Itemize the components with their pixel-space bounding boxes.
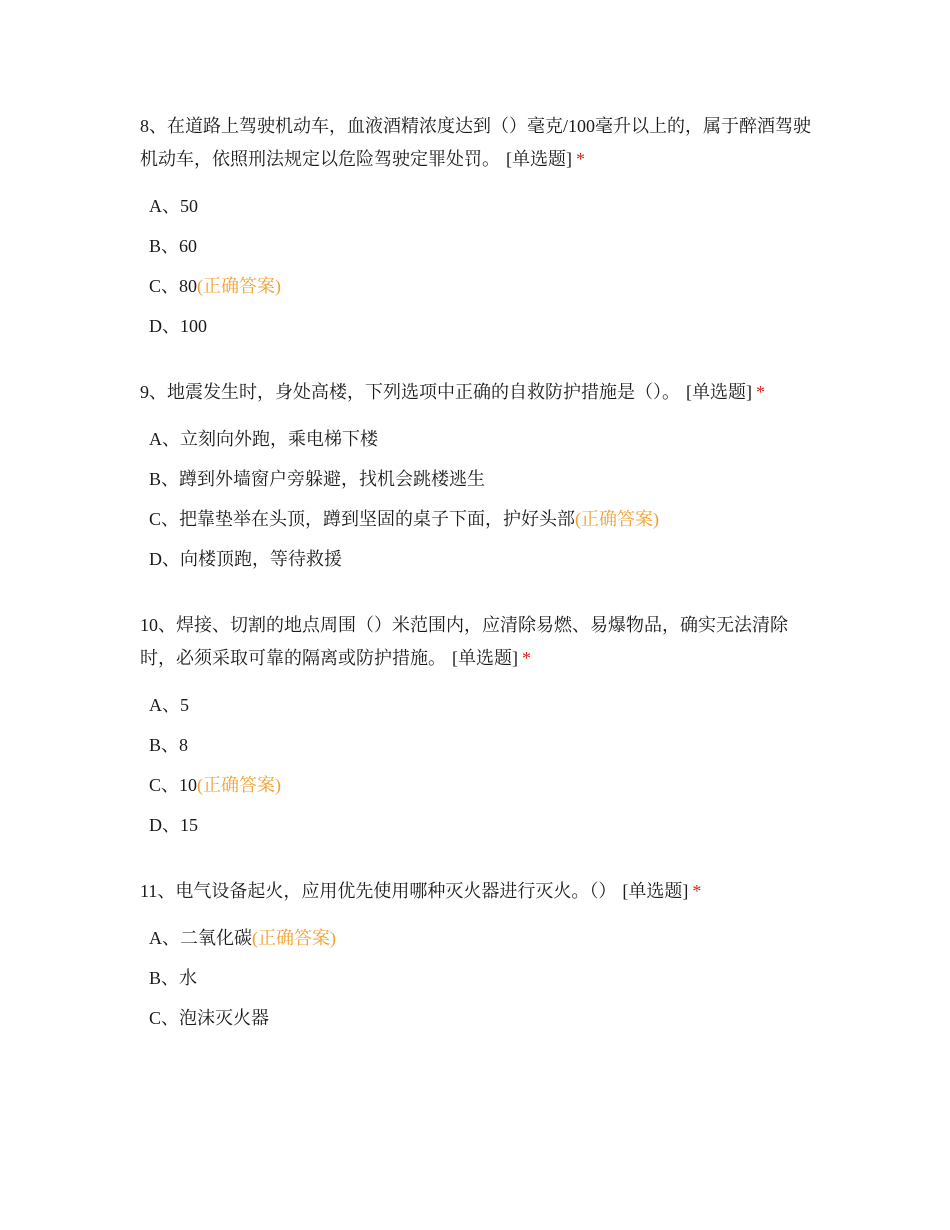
correct-answer-tag: (正确答案): [575, 509, 660, 529]
option-c[interactable]: C、泡沫灭火器: [149, 1008, 270, 1028]
question-text: 9、地震发生时，身处高楼，下列选项中正确的自救防护措施是（）。: [140, 382, 680, 402]
question-text: 11、电气设备起火，应用优先使用哪种灭火器进行灭火。（）: [140, 881, 617, 901]
question-10: [140, 609, 820, 845]
option-c[interactable]: C、把靠垫举在头顶，蹲到坚固的桌子下面，护好头部(正确答案): [149, 509, 660, 529]
required-marker: *: [522, 648, 531, 668]
option-a[interactable]: A、5: [149, 695, 189, 715]
option-a[interactable]: A、立刻向外跑，乘电梯下楼: [149, 429, 378, 449]
question-stem: [140, 609, 820, 675]
option-b[interactable]: B、蹲到外墙窗户旁躲避，找机会跳楼逃生: [149, 469, 486, 489]
option-d[interactable]: D、15: [149, 815, 198, 835]
question-9: [140, 376, 820, 579]
required-marker: *: [576, 149, 585, 169]
question-stem: [140, 875, 820, 908]
option-c[interactable]: C、80(正确答案): [149, 276, 282, 296]
option-list: [140, 186, 820, 346]
option-a[interactable]: A、50: [149, 196, 198, 216]
correct-answer-tag: (正确答案): [197, 775, 282, 795]
option-b[interactable]: B、水: [149, 968, 198, 988]
correct-answer-tag: (正确答案): [252, 928, 336, 948]
question-list: [140, 110, 820, 1068]
question-type-label: [单选题]: [686, 382, 752, 402]
question-type-label: [单选题]: [622, 881, 689, 901]
option-c[interactable]: C、10(正确答案): [149, 775, 282, 795]
question-text: 10、焊接、切割的地点周围（）米范围内，应清除易燃、易爆物品，确实无法清除时，必须采取可靠的隔离或防护措施。: [140, 615, 788, 668]
option-b[interactable]: B、8: [149, 735, 189, 755]
correct-answer-tag: (正确答案): [197, 276, 282, 296]
required-marker: *: [692, 881, 702, 901]
option-list: [140, 419, 820, 579]
question-type-label: [单选题]: [506, 149, 572, 169]
option-d[interactable]: D、100: [149, 316, 207, 336]
required-marker: *: [756, 382, 765, 402]
question-text: 8、在道路上驾驶机动车，血液酒精浓度达到（）毫克/100毫升以上的，属于醉酒驾驶机动车，依照刑法规定以危险驾驶定罪处罚。: [140, 116, 811, 169]
question-stem: [140, 110, 820, 176]
option-d[interactable]: D、向楼顶跑，等待救援: [149, 549, 342, 569]
question-stem: [140, 376, 820, 409]
option-list: [140, 918, 820, 1038]
option-b[interactable]: B、60: [149, 236, 198, 256]
option-list: [140, 685, 820, 845]
option-a[interactable]: A、二氧化碳(正确答案): [149, 928, 336, 948]
question-11: [140, 875, 820, 1038]
question-type-label: [单选题]: [452, 648, 518, 668]
question-8: [140, 110, 820, 346]
